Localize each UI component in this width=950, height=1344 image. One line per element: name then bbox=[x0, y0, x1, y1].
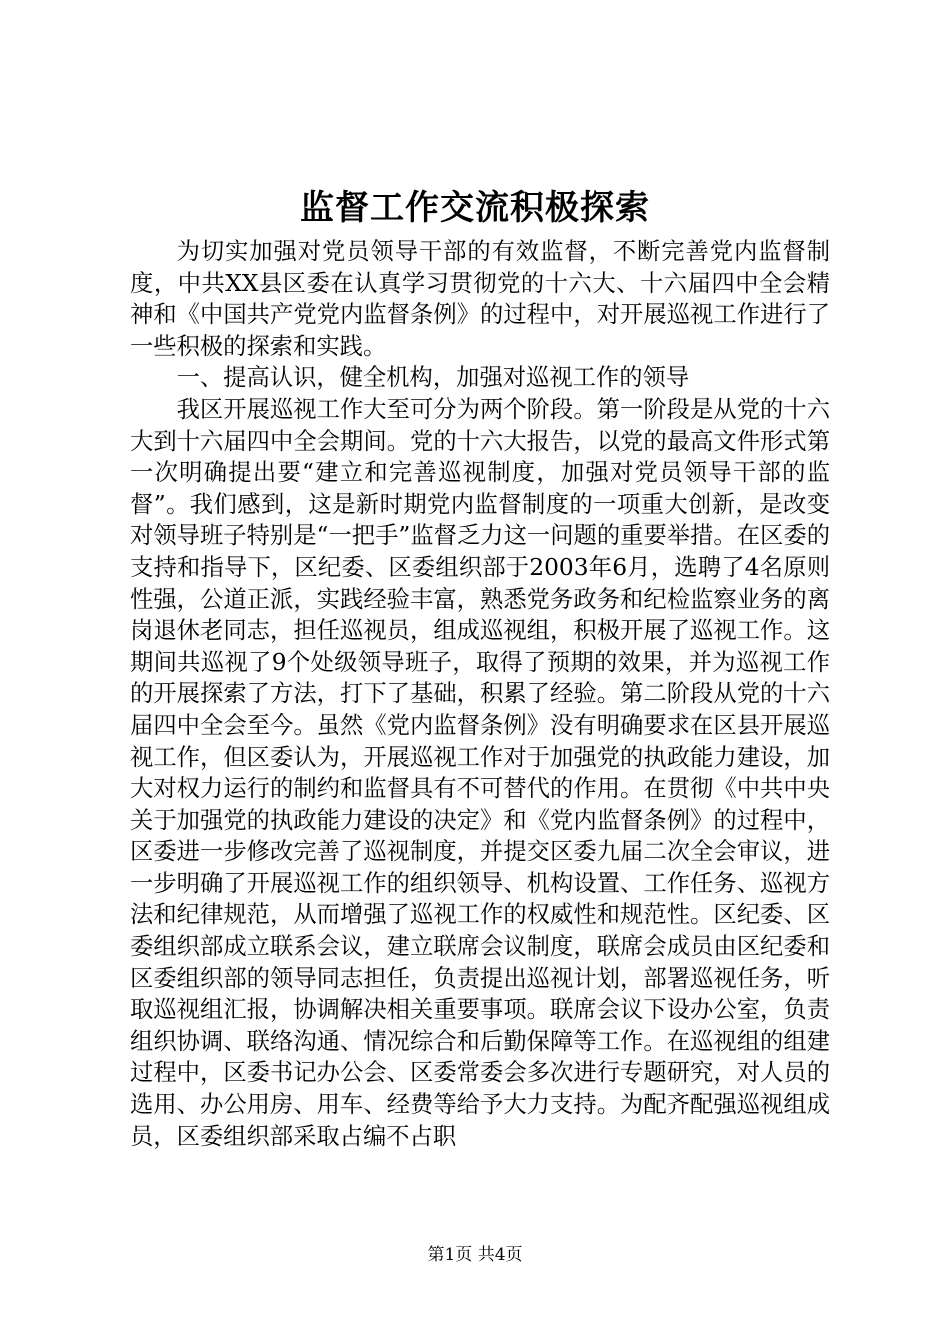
document-title: 监督工作交流积极探索 bbox=[300, 188, 650, 228]
paragraph-body: 我区开展巡视工作大至可分为两个阶段。第一阶段是从党的十六大到十六届四中全会期间。党的十六大报告，以党的最高文件形式第一次明确提出要“建立和完善巡视制度，加强对党员领导干部的监督”。我们感到，这是新时期党内监督制度的一项重大创新，是改变对领导班子特别是“一把手”监督乏力这一问题的重要举措。在区委的支持和指导下，区纪委、区委组织部于2003年6月，选聘了4名原则性强，公道正派，实践经验丰富，熟悉党务政务和纪检监察业务的离岗退休老同志，担任巡视员，组成巡视组，积极开展了巡视工作。这期间共巡视了9个处级领导班子，取得了预期的效果，并为巡视工作的开展探索了方法，打下了基础，积累了经验。第二阶段从党的十六届四中全会至今。虽然《党内监督条例》没有明确要求在区县开展巡视工作，但区委认为，开展巡视工作对于加强党的执政能力建设，加大对权力运行的制约和监督具有不可替代的作用。在贯彻《中共中央关于加强党的执政能力建设的决定》和《党内监督条例》的过程中，区委进一步修改完善了巡视制度，并提交区委九届二次全会审议，进一步明确了开展巡视工作的组织领导、机构设置、工作任务、巡视方法和纪律规范，从而增强了巡视工作的权威性和规范性。区纪委、区委组织部成立联系会议，建立联席会议制度，联席会成员由区纪委和区委组织部的领导同志担任，负责提出巡视计划，部署巡视任务，听取巡视组汇报，协调解决相关重要事项。联席会议下设办公室，负责组织协调、联络沟通、情况综合和后勤保障等工作。在巡视组的组建过程中，区委书记办公会、区委常委会多次进行专题研究，对人员的选用、办公用房、用车、经费等给予大力支持。为配齐配强巡视组成员，区委组织部采取占编不占职 bbox=[130, 395, 830, 1150]
section-heading: 一、提高认识，健全机构，加强对巡视工作的领导 bbox=[176, 364, 690, 392]
document-body bbox=[130, 236, 830, 1152]
paragraph-intro: 为切实加强对党员领导干部的有效监督，不断完善党内监督制度，中共XX县区委在认真学习贯彻党的十六大、十六届四中全会精神和《中国共产党党内监督条例》的过程中，对开展巡视工作进行了一些积极的探索和实践。 bbox=[130, 238, 830, 360]
page-number-footer: 第1页 共4页 bbox=[427, 1245, 523, 1265]
